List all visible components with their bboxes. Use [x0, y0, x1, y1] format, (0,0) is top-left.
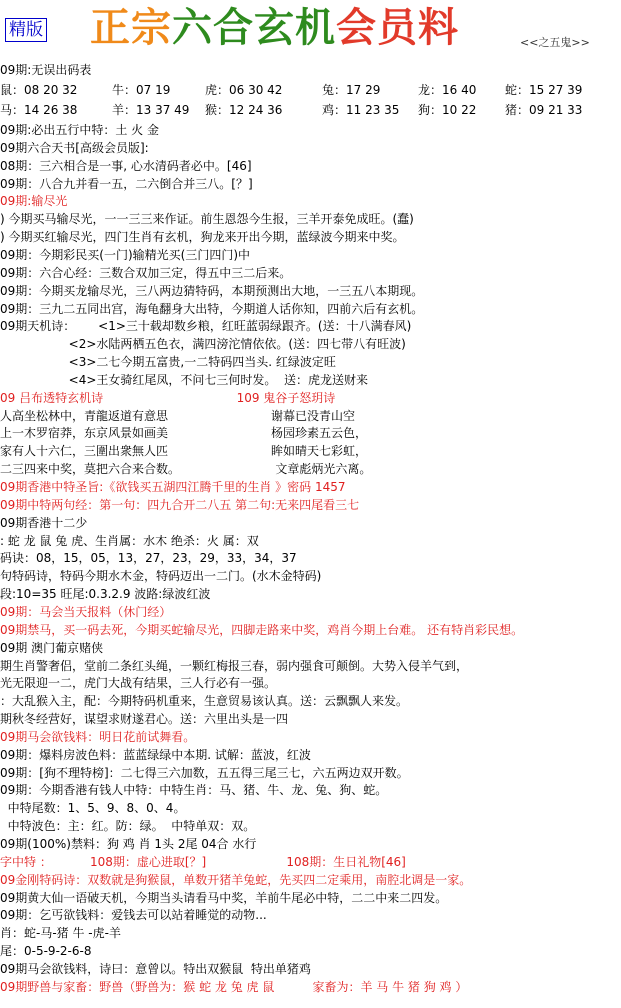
content-line: 09期马会欲钱料，诗曰：意曾以。特出双猴鼠 特出单猪鸡	[0, 962, 311, 976]
content-line: ) 今期买马输尽光，一一三三来作证。前生恩怨今生报，三羊开泰免成旺。(蠢)	[0, 212, 414, 226]
zodiac-cell: 蛇：15 27 39	[505, 83, 583, 97]
content-line: 中特尾数：1、5、9、8、0、4。	[0, 801, 186, 815]
content-line: 句特码诗，特码今期水木金，特码迈出一二门。(水木金特码)	[0, 569, 322, 583]
content-line: 期生肖警奢侣，堂前二条红头绳，一颗红梅报三春，弱内强食可颠倒。大势入侵羊气到，	[0, 659, 469, 673]
author-tag: <<之五鬼>>	[520, 36, 590, 49]
content-line: 09期：今期买龙输尽光，三八两边猜特码，本期预测出大地，一三五八本期现。	[0, 284, 424, 298]
content-line: 肖：蛇-马-猪 牛 -虎-羊	[0, 926, 121, 940]
content-line: 尾：0-5-9-2-6-8	[0, 944, 92, 958]
content-line: 09期六合天书[高级会员版]:	[0, 141, 149, 155]
page-header	[0, 0, 621, 58]
content-line: 09 吕布透特玄机诗 109 鬼谷子怒玥诗	[0, 391, 336, 405]
content-line: 09期黄大仙一语破天机，今期当头请看马中奖，羊前牛尾必中特，二二中来二四发。	[0, 891, 448, 905]
content-line: 家有人十六仁，三圍出衆無人匹 眸如晴天七彩虹，	[0, 444, 367, 458]
content-line: 09期：[狗不理特榜]：二七得三六加数，五五得三尾三七，六五两边双开数。	[0, 766, 409, 780]
content-line: 字中特 ： 108期：虚心进取[？] 108期：生日礼物[46]	[0, 855, 406, 869]
content-line: 09期：今期彩民买(一门)输精光买(三门四门)中	[0, 248, 250, 262]
content-line: 09金刚特码诗：双数就是狗猴鼠，单数开猪羊兔蛇，先买四二定乘用，南腔北调是一家。	[0, 873, 472, 887]
zodiac-cell: 猪：09 21 33	[505, 103, 583, 117]
content-line: : 蛇 龙 鼠 兔 虎、生肖属：水木 绝杀：火 属：双	[0, 534, 259, 548]
zodiac-cell: 狗：10 22	[418, 103, 477, 117]
content-line: 09期:必出五行中特：土 火 金	[0, 123, 159, 137]
content-line: 09期：爆料房波色料：蓝蓝绿绿中本期. 试解：蓝波，红波	[0, 748, 311, 762]
content-line: 09期中特两句经：第一句：四九合开二八五 第二句:无来四尾看三七	[0, 498, 360, 512]
content-line: ) 今期买红输尽光，四门生肖有玄机，狗龙来开出今期，蓝绿波今期来中奖。	[0, 230, 405, 244]
content-line: 段:10=35 旺尾:0.3.2.9 波路:绿波红波	[0, 587, 211, 601]
content-line: 09期(100%)禁料：狗 鸡 肖 1头 2尾 04合 水行	[0, 837, 257, 851]
zodiac-cell: 牛：07 19	[112, 83, 171, 97]
content-line: ：大乱猴入主，配：今期特码机重来，生意贸易该认真。送：云飘飘人来发。	[0, 694, 409, 708]
content-line: 09期：乞丐欲钱料：爱钱去可以站着睡觉的动物...	[0, 908, 267, 922]
zodiac-cell: 马：14 26 38	[0, 103, 78, 117]
edition-badge: 精版	[5, 18, 47, 42]
content-line: 09期禁马，买一码去死，今期买蛇输尽光，四脚走路来中奖，鸡肖今期上台难。 还有特肖彩民想。	[0, 623, 524, 637]
content-line: 中特波色：主：红。防：绿。 中特单双：双。	[0, 819, 256, 833]
zodiac-cell: 鼠：08 20 32	[0, 83, 78, 97]
content-line: 光无限迎一二，虎门大战有结果，三人行必有一强。	[0, 676, 277, 690]
content-line: 二三四来中奖，莫把六合来合数。 文章彪炳光六离。	[0, 462, 372, 476]
page-title	[90, 4, 459, 52]
content-line: <4>王女骑红尾凤，不问七三何时发。 送：虎龙送财来	[0, 373, 369, 387]
content-line: <3>二七今期五富贵,一二特码四当头. 红绿波定旺	[0, 355, 336, 369]
content-line: 期秋冬经营好，谋望求财遂君心。送：六里出头是一四	[0, 712, 289, 726]
title-part-1: 正宗	[90, 4, 172, 51]
zodiac-cell: 虎：06 30 42	[205, 83, 283, 97]
zodiac-cell: 羊：13 37 49	[112, 103, 190, 117]
content-line: 09期 澳门葡京赌侠	[0, 641, 104, 655]
content-line: 08期：三六相合是一事, 心水清码者必中。[46]	[0, 159, 252, 173]
content-line: 09期：八合九并看一五，二六倒合并三八。[？]	[0, 177, 253, 191]
title-part-3: 会员料	[336, 4, 459, 51]
content-line: 09期马会欲钱料：明日花前试舞看。	[0, 730, 196, 744]
title-part-2: 六合玄机	[172, 4, 336, 51]
content-line: 09期：今期香港有钱人中特：中特生肖：马、猪、牛、龙、兔、狗、蛇。	[0, 783, 388, 797]
content-line: 09期野兽与家畜：野兽（野兽为：猴 蛇 龙 兔 虎 鼠 家畜为：羊 马 牛 猪 狗 鸡 ）	[0, 980, 468, 994]
zodiac-cell: 猴：12 24 36	[205, 103, 283, 117]
content-line: 码诀：08，15，05，13，27，23，29，33，34，37	[0, 551, 297, 565]
zodiac-cell: 兔：17 29	[322, 83, 381, 97]
content-line: 上一木罗宿莽，东京风景如画美 杨园珍素五云色，	[0, 426, 367, 440]
content-line: 09期：马会当天报料（休门经）	[0, 605, 172, 619]
content-line: 09期香港中特圣旨:《欲钱买五湖四江腾千里的生肖 》密码 1457	[0, 480, 346, 494]
content-line: 人高坐松林中，青龍返道有意思 谢幕已没青山空	[0, 409, 355, 423]
content-line: 09期：三九二五同出宫，海龟翻身大出特，今期道人话你知，四前六后有玄机。	[0, 302, 424, 316]
content-line: 09期香港十二少	[0, 516, 88, 530]
zodiac-cell: 龙：16 40	[418, 83, 477, 97]
content-line: 09期:输尽光	[0, 194, 68, 208]
zodiac-table-title: 09期:无误出码表	[0, 63, 92, 77]
content-line: 09期天机诗： <1>三十载却数乡粮，红旺蓝弱绿跟齐。(送：十八满春风)	[0, 319, 412, 333]
content-line: 09期：六合心经：三数合双加三定，得五中三二后来。	[0, 266, 292, 280]
content-line: <2>水陆两栖五色衣，满四滂沱情依依。(送：四七带八有旺波)	[0, 337, 406, 351]
zodiac-cell: 鸡：11 23 35	[322, 103, 400, 117]
